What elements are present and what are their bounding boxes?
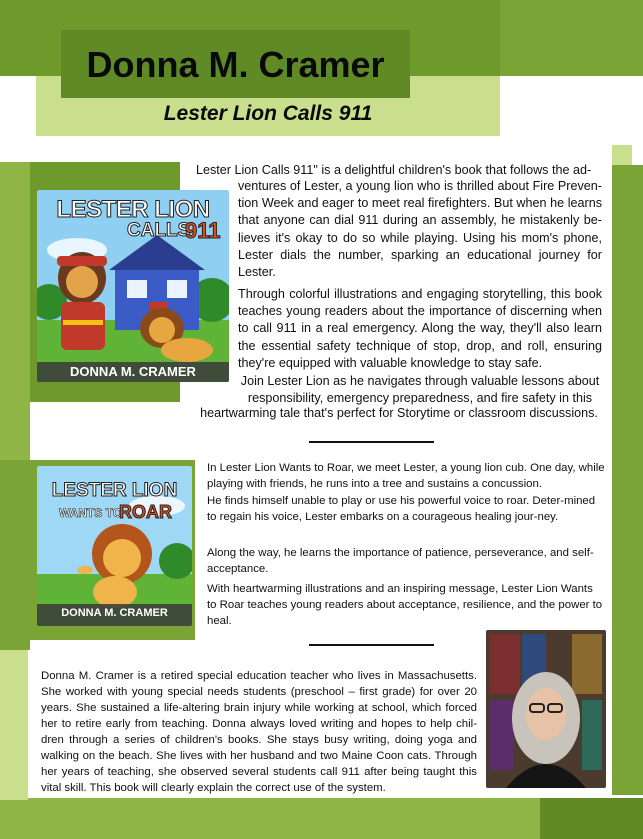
book-cover-wants-to-roar (37, 466, 192, 626)
book2-paragraph4: With heartwarming illustrations and an inspiring message, Lester Lion Wants to Roar teaches young readers about acceptance, resilience, and the power to heal. (207, 583, 603, 627)
header-band-right (500, 0, 643, 76)
author-bio: Donna M. Cramer is a retired special education teacher who lives in Massachusetts. She worked with young special needs students (preschool – first grade) for over 20 years. She sustained a life-altering brain injury while working at school, which forced her to retire early from teaching. Donna always loved writing and hopes to help chil-dren through a series of children's books. She stays busy writing, doing yoga and walking on the beach. She lives with her husband and two Maine Coon cats. Through her years of teaching, she observed several students call 911 after being taught this vital skill. This book will clearly explain the correct use of the system. (41, 670, 477, 794)
book1-paragraph1-rest: ventures of Lester, a young lion who is thrilled about Fire Preven-tion Week and eager to meet real firefighters. But when he learns that anyone can dial 911 during an assembly, he mistakenly be-lieves it's okay to do so while playing. Using his mom's phone, Lester dials the number, sparking an educational journey for Lester. (238, 179, 602, 280)
book1-paragraph3-first: Join Lester Lion as he navigates through valuable lessons about responsibility, emergency preparedness, and fire safety in this (240, 374, 600, 406)
divider-rule (309, 644, 434, 646)
cover2-title-line2b: ROAR (119, 502, 172, 522)
left-band-2 (0, 460, 30, 650)
cover2-title-line1: LESTER LION (51, 480, 178, 501)
cover1-title-line2: CALLS (127, 220, 191, 241)
left-band-lower (0, 650, 28, 800)
book1-paragraph3-last: heartwarming tale that's perfect for Storytime or classroom discussions. (200, 406, 598, 420)
book2-paragraph3: Along the way, he learns the importance of patience, perseverance, and self-acceptance. (207, 547, 594, 575)
book2-paragraph2: He finds himself unable to play or use his powerful voice to roar. Deter-mined to regain his voice, Lester embarks on a courageous healing jour-ney. (207, 495, 596, 523)
cover1-title-number: 911 (185, 218, 221, 243)
book-cover-calls-911 (37, 190, 229, 382)
book1-paragraph2: Through colorful illustrations and engaging storytelling, this book teaches young readers about the importance of discerning when to call 911 in a real emergency. Along the way, they'll also learn the essential safety technique of stop, drop, and roll, ensuring they're equipped with valuable knowledge to stay safe. (238, 287, 602, 370)
cover1-title-line1: LESTER LION (56, 196, 210, 223)
author-name: Donna M. Cramer (86, 44, 385, 85)
author-portrait (486, 630, 606, 788)
cover2-title-line2a: WANTS TO (59, 506, 123, 520)
author-photo (486, 630, 606, 788)
divider-rule (309, 441, 434, 443)
footer-light-block (0, 780, 28, 800)
footer-dark-block (540, 798, 643, 839)
book1-paragraph1-first-line: Lester Lion Calls 911" is a delightful children's book that follows the ad- (196, 163, 592, 177)
left-band (0, 162, 30, 460)
cover1-author: DONNA M. CRAMER (70, 364, 196, 379)
right-band (612, 165, 643, 795)
cover2-author: DONNA M. CRAMER (61, 607, 168, 619)
book2-paragraph1: In Lester Lion Wants to Roar, we meet Lester, a young lion cub. One day, while playing with friends, he runs into a tree and sustains a concussion. (207, 462, 605, 490)
book-title: Lester Lion Calls 911 (163, 102, 373, 125)
